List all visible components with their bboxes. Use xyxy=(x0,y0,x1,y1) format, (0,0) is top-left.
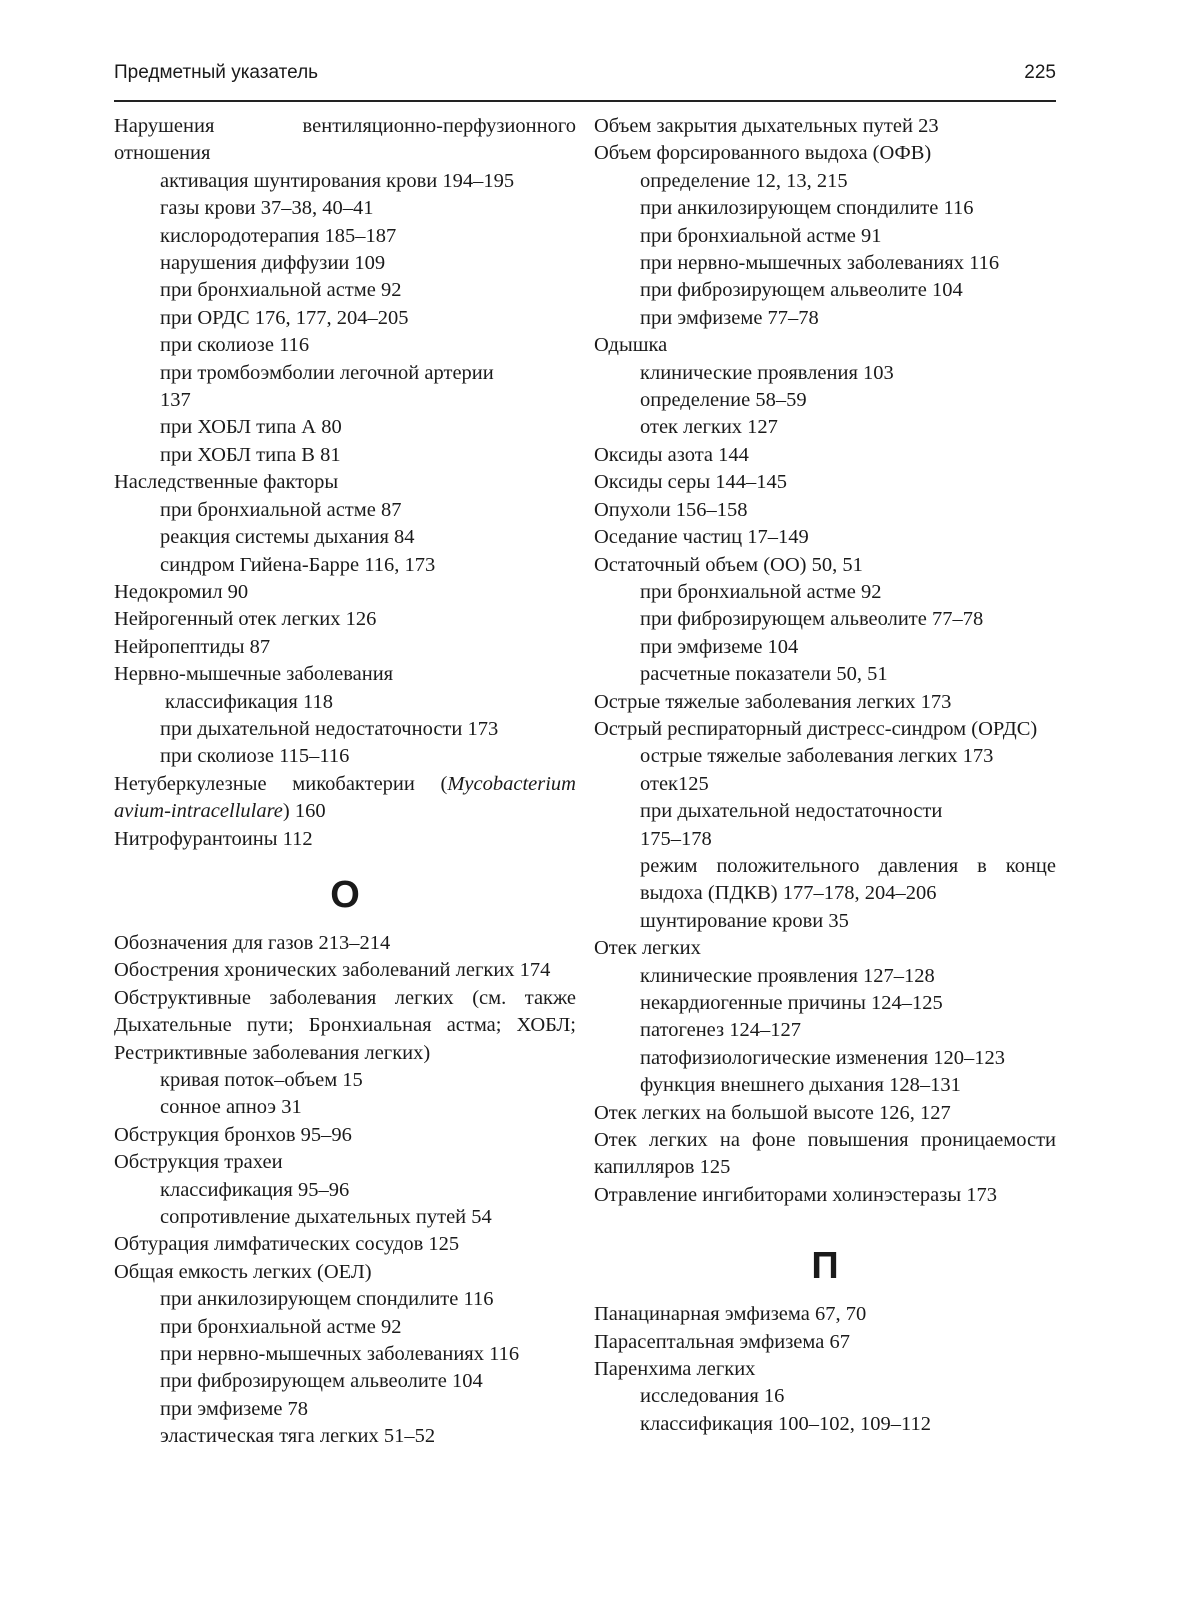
index-subentry: при сколиозе 116 xyxy=(160,334,310,357)
index-entry: Нитрофурантоины 112 xyxy=(114,827,313,850)
index-subentry: при эмфиземе 77–78 xyxy=(640,306,819,329)
index-entry: Наследственные факторы xyxy=(114,471,339,494)
index-subentry: эластическая тяга легких 51–52 xyxy=(160,1425,436,1448)
index-entry: Оксиды серы 144–145 xyxy=(594,471,787,494)
index-subentry: расчетные показатели 50, 51 xyxy=(640,663,888,686)
index-entry: Нейрогенный отек легких 126 xyxy=(114,608,377,631)
entry-page-ref: ) 160 xyxy=(282,800,326,823)
index-subentry: при бронхиальной астме 92 xyxy=(160,1315,402,1338)
index-subentry: синдром Гийена-Барре 116, 173 xyxy=(160,553,436,576)
index-entry: Острые тяжелые заболевания легких 173 xyxy=(594,690,952,713)
index-subentry: реакция системы дыхания 84 xyxy=(160,526,415,549)
index-entry: Обозначения для газов 213–214 xyxy=(114,931,391,954)
index-column-left xyxy=(114,113,576,1451)
index-subentry: при ОРДС 176, 177, 204–205 xyxy=(160,306,409,329)
index-entry: Общая емкость легких (ОЕЛ) xyxy=(114,1260,372,1283)
index-subentry: газы крови 37–38, 40–41 xyxy=(160,197,374,220)
index-entry: Опухоли 156–158 xyxy=(594,498,748,521)
index-subentry: при анкилозирующем спондилите 116 xyxy=(160,1288,494,1311)
index-subentry: при бронхиальной астме 92 xyxy=(160,279,402,302)
index-entry: Остаточный объем (ОО) 50, 51 xyxy=(594,553,863,576)
index-subentry: клинические проявления 103 xyxy=(640,361,894,384)
index-subentry: при эмфиземе 104 xyxy=(640,635,799,658)
index-entry xyxy=(114,771,576,826)
index-entry: Недокромил 90 xyxy=(114,580,249,603)
index-subentry: при фиброзирующем альвеолите 104 xyxy=(160,1370,483,1393)
index-subentry: при бронхиальной астме 87 xyxy=(160,498,402,521)
index-subentry: определение 12, 13, 215 xyxy=(640,169,848,192)
index-entry: Оксиды азота 144 xyxy=(594,443,749,466)
index-subentry: при нервно-мышечных заболеваниях 116 xyxy=(160,1343,520,1366)
index-entry: Отек легких xyxy=(594,937,701,960)
index-subentry: при ХОБЛ типа А 80 xyxy=(160,416,342,439)
index-entry: Нейропептиды 87 xyxy=(114,635,271,658)
index-subentry: при сколиозе 115–116 xyxy=(160,745,350,768)
entry-text: Нетуберкулезные микобактерии ( xyxy=(114,772,448,795)
page-header xyxy=(114,60,1056,102)
index-subentry: отек125 xyxy=(640,772,709,795)
index-subentry: при дыхательной недостаточности 175–178 xyxy=(640,800,943,850)
index-subentry: при нервно-мышечных заболеваниях 116 xyxy=(640,252,1000,275)
section-letter: О xyxy=(330,873,360,916)
index-subentry: классификация 118 xyxy=(165,690,333,713)
index-subentry: при эмфиземе 78 xyxy=(160,1397,309,1420)
index-subentry: функция внешнего дыхания 128–131 xyxy=(640,1074,961,1097)
entry-italic-term: Mycobacterium avium-intracellulare xyxy=(114,772,576,823)
index-entry: Обострения хронических заболеваний легких 174 xyxy=(114,959,551,982)
index-subentry: активация шунтирования крови 194–195 xyxy=(160,169,515,192)
index-entry: Оседание частиц 17–149 xyxy=(594,526,809,549)
index-entry: Объем закрытия дыхательных путей 23 xyxy=(594,115,939,137)
index-column-right xyxy=(594,113,1056,1438)
index-subentry: классификация 95–96 xyxy=(160,1178,350,1201)
index-subentry: патофизиологические изменения 120–123 xyxy=(640,1046,1005,1069)
index-entry: Нарушения вентиляционно-перфузионного отношения xyxy=(114,115,576,165)
index-entry: Панацинарная эмфизема 67, 70 xyxy=(594,1303,867,1326)
index-subentry: при тромбоэмболии легочной артерии 137 xyxy=(160,361,494,412)
index-subentry: при фиброзирующем альвеолите 104 xyxy=(640,279,963,302)
index-subentry: исследования 16 xyxy=(640,1385,785,1408)
index-subentry: патогенез 124–127 xyxy=(640,1019,802,1042)
index-subentry: при фиброзирующем альвеолите 77–78 xyxy=(640,608,984,631)
index-subentry: шунтирование крови 35 xyxy=(640,909,849,932)
index-subentry: кислородотерапия 185–187 xyxy=(160,224,397,247)
index-entry: Паренхима легких xyxy=(594,1358,756,1381)
index-entry: Острый респираторный дистресс-синдром (ОРДС) xyxy=(594,717,1038,740)
index-subentry: сопротивление дыхательных путей 54 xyxy=(160,1206,492,1229)
index-subentry: при дыхательной недостаточности 173 xyxy=(160,717,499,740)
index-subentry: классификация 100–102, 109–112 xyxy=(640,1412,931,1435)
index-entry: Парасептальная эмфизема 67 xyxy=(594,1330,850,1353)
index-entry: Одышка xyxy=(594,334,668,357)
index-subentry: отек легких 127 xyxy=(640,416,778,439)
running-title: Предметный указатель xyxy=(114,62,319,83)
index-subentry: режим положительного давления в конце выдоха (ПДКВ) 177–178, 204–206 xyxy=(640,854,1056,905)
index-subentry: при анкилозирующем спондилите 116 xyxy=(640,197,974,220)
index-entry: Отек легких на фоне повышения проницаемости капилляров 125 xyxy=(594,1129,1056,1179)
page-number: 225 xyxy=(1024,62,1056,83)
index-subentry: сонное апноэ 31 xyxy=(160,1096,302,1119)
index-subentry: кривая поток–объем 15 xyxy=(160,1069,363,1091)
index-entry: Обструкция бронхов 95–96 xyxy=(114,1123,352,1146)
index-subentry: клинические проявления 127–128 xyxy=(640,964,935,987)
index-subentry: при бронхиальной астме 91 xyxy=(640,224,882,247)
index-entry: Обструктивные заболевания легких (см. также Дыхательные пути; Бронхиальная астма; ХОБЛ; Рестриктивные заболевания легких) xyxy=(114,986,576,1064)
index-entry: Обтурация лимфатических сосудов 125 xyxy=(114,1233,460,1256)
section-letter: П xyxy=(811,1245,839,1288)
index-subentry: при ХОБЛ типа В 81 xyxy=(160,443,341,466)
index-entry: Обструкция трахеи xyxy=(114,1151,283,1174)
index-subentry: нарушения диффузии 109 xyxy=(160,252,386,275)
index-entry: Отек легких на большой высоте 126, 127 xyxy=(594,1101,951,1124)
index-subentry: некардиогенные причины 124–125 xyxy=(640,992,943,1014)
index-subentry: определение 58–59 xyxy=(640,389,807,412)
index-entry: Нервно-мышечные заболевания xyxy=(114,663,394,686)
index-subentry: при бронхиальной астме 92 xyxy=(640,580,882,603)
index-entry: Отравление ингибиторами холинэстеразы 173 xyxy=(594,1183,998,1206)
index-entry: Объем форсированного выдоха (ОФВ) xyxy=(594,142,932,165)
index-subentry: острые тяжелые заболевания легких 173 xyxy=(640,745,994,768)
